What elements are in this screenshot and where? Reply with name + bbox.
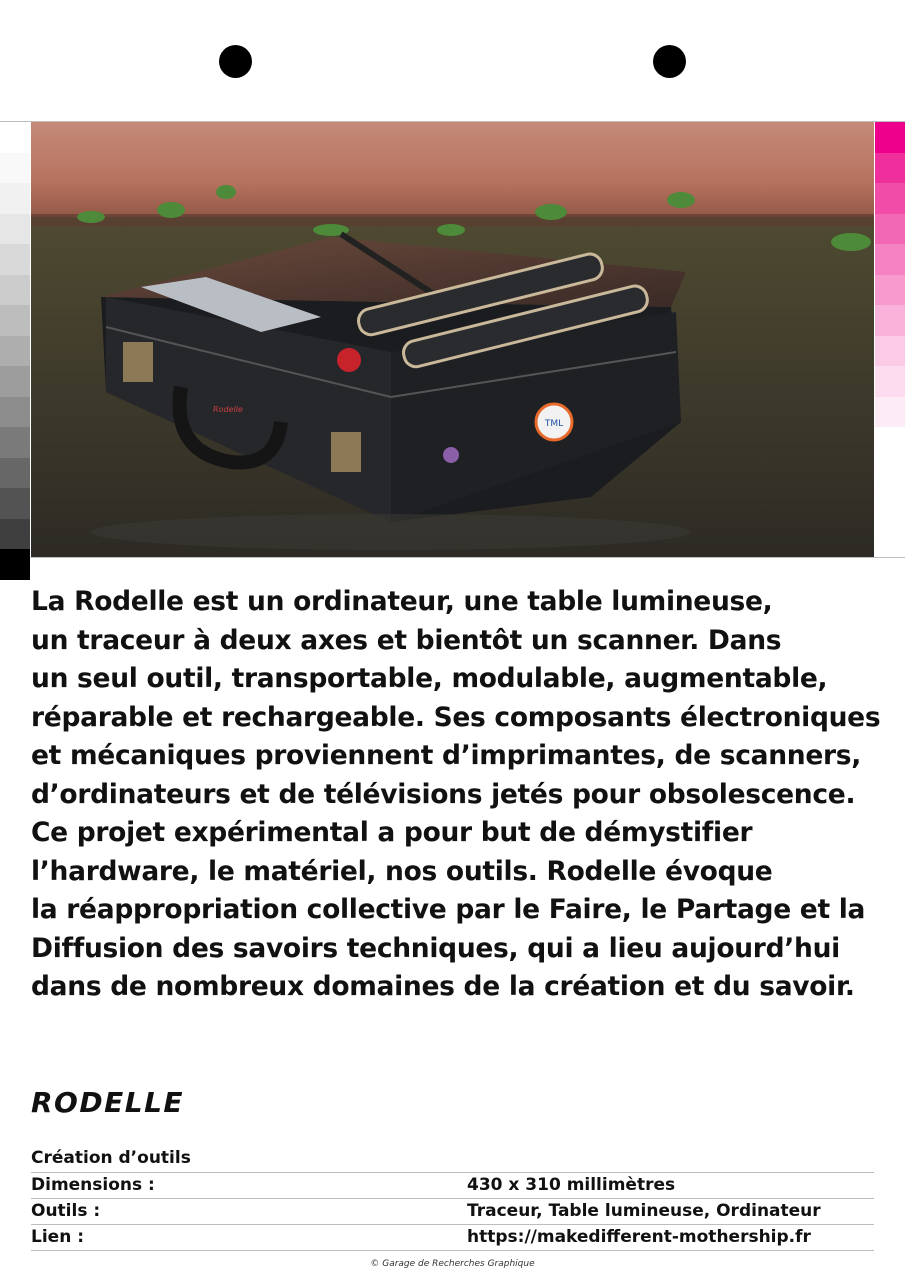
magenta-swatch <box>875 275 905 306</box>
greyscale-calibration-strip <box>0 122 30 580</box>
project-category: Création d’outils <box>31 1148 191 1168</box>
magenta-swatch <box>875 488 905 519</box>
magenta-swatch <box>875 519 905 550</box>
description-line: La Rodelle est un ordinateur, une table lumineuse, <box>31 586 773 617</box>
magenta-swatch <box>875 458 905 489</box>
greyscale-swatch <box>0 427 30 458</box>
description-line: réparable et rechargeable. Ses composants électroniques <box>31 701 881 733</box>
punch-hole-left <box>219 45 252 78</box>
handle-logo: Rodelle <box>213 405 243 414</box>
description-line: l’hardware, le matériel, nos outils. Rodelle évoque <box>31 855 773 887</box>
rodelle-photo <box>31 122 874 557</box>
description-line: la réappropriation collective par le Faire, le Partage et la <box>31 894 866 925</box>
magenta-swatch <box>875 183 905 214</box>
greyscale-swatch <box>0 519 30 550</box>
magenta-swatch <box>875 336 905 367</box>
greyscale-swatch <box>0 122 30 153</box>
greyscale-swatch <box>0 397 30 428</box>
greyscale-swatch <box>0 458 30 489</box>
description-line: un traceur à deux axes et bientôt un scanner. Dans <box>31 624 782 656</box>
greyscale-swatch <box>0 244 30 275</box>
spec-label: Lien : <box>31 1227 85 1247</box>
greyscale-swatch <box>0 488 30 519</box>
greyscale-swatch <box>0 214 30 245</box>
spec-label: Dimensions : <box>31 1175 155 1195</box>
project-title: RODELLE <box>31 1086 185 1119</box>
description-line: et mécaniques proviennent d’imprimantes, de scanners, <box>31 740 862 771</box>
description-line: un seul outil, transportable, modulable, augmentable, <box>31 663 828 694</box>
greyscale-swatch <box>0 183 30 214</box>
spec-link[interactable]: https://makedifferent-mothership.fr <box>467 1227 811 1247</box>
description-line: Diffusion des savoirs techniques, qui a lieu aujourd’hui <box>31 932 840 964</box>
greyscale-swatch <box>0 305 30 336</box>
magenta-swatch <box>875 427 905 458</box>
description-line: d’ordinateurs et de télévisions jetés pour obsolescence. <box>31 778 856 810</box>
greyscale-swatch <box>0 366 30 397</box>
magenta-swatch <box>875 122 905 153</box>
magenta-swatch <box>875 214 905 245</box>
badge-text: TML <box>544 419 564 429</box>
magenta-swatch <box>875 305 905 336</box>
magenta-swatch <box>875 366 905 397</box>
magenta-swatch <box>875 397 905 428</box>
spec-row-link <box>31 1224 874 1251</box>
magenta-swatch <box>875 153 905 184</box>
footer-credit: © Garage de Recherches Graphique <box>370 1259 535 1269</box>
magenta-calibration-strip <box>875 122 905 549</box>
greyscale-swatch <box>0 153 30 184</box>
greyscale-swatch <box>0 336 30 367</box>
photo-bottom-rule <box>0 557 905 558</box>
spec-table <box>31 1172 874 1251</box>
greyscale-swatch <box>0 275 30 306</box>
spec-row-tools <box>31 1198 874 1224</box>
spec-row-dimensions <box>31 1172 874 1198</box>
description-line: Ce projet expérimental a pour but de démystifier <box>31 817 753 848</box>
greyscale-swatch <box>0 549 30 580</box>
spec-label: Outils : <box>31 1201 101 1221</box>
spec-value: 430 x 310 millimètres <box>467 1175 676 1195</box>
description-line: dans de nombreux domaines de la création et du savoir. <box>31 971 855 1002</box>
punch-hole-right <box>653 45 686 78</box>
magenta-swatch <box>875 244 905 275</box>
spec-value: Traceur, Table lumineuse, Ordinateur <box>467 1201 821 1221</box>
description-paragraph <box>31 583 881 1007</box>
